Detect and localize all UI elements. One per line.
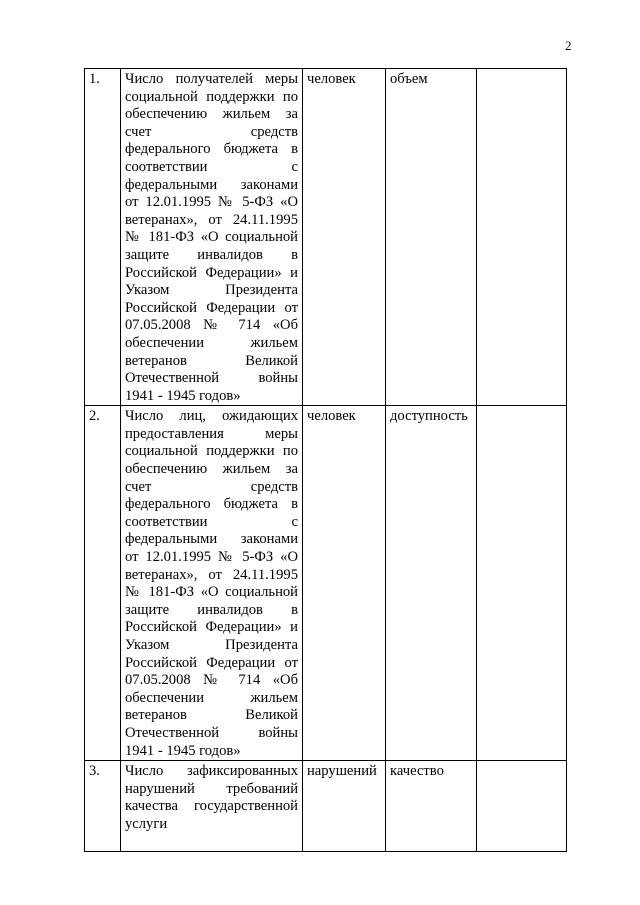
description-line: Число лиц, ожидающих: [125, 408, 298, 425]
description-line: счет средств: [125, 478, 298, 495]
description-line: № 181-ФЗ «О социальной: [125, 584, 298, 601]
unit-cell: нарушений: [303, 761, 386, 852]
description-line: Российской Федерации от: [125, 654, 298, 671]
description-line: социальной поддержки по: [125, 88, 298, 105]
description-line: Российской Федерации от: [125, 299, 298, 316]
description-line: 07.05.2008 № 714 «Об: [125, 317, 298, 334]
description-line: обеспечении жильем: [125, 334, 298, 351]
empty-cell: [477, 761, 567, 852]
description-line: 07.05.2008 № 714 «Об: [125, 672, 298, 689]
empty-cell: [477, 69, 567, 406]
description-line: обеспечении жильем: [125, 689, 298, 706]
table-row: [85, 69, 567, 406]
table-row: [85, 761, 567, 852]
description-line: федеральными законами: [125, 176, 298, 193]
indicators-table: [84, 68, 567, 852]
description-line: Российской Федерации» и: [125, 264, 298, 281]
description-line: социальной поддержки по: [125, 443, 298, 460]
description-line: федерального бюджета в: [125, 141, 298, 158]
indicator-type-cell: объем: [386, 69, 477, 406]
description-line: соответствии с: [125, 158, 298, 175]
description-line: нарушений требований: [125, 780, 298, 797]
description-line: обеспечению жильем за: [125, 106, 298, 123]
description-line: защите инвалидов в: [125, 246, 298, 263]
description-line: качества государственной: [125, 798, 298, 815]
description-line: Число зафиксированных: [125, 763, 298, 780]
description-line: счет средств: [125, 123, 298, 140]
description-line: Отечественной войны: [125, 724, 298, 741]
indicator-description: [121, 761, 303, 852]
description-line: предоставления меры: [125, 425, 298, 442]
description-line: ветеранов Великой: [125, 352, 298, 369]
description-line: Указом Президента: [125, 637, 298, 653]
table-row: [85, 406, 567, 761]
description-line: ветеранах», от 24.11.1995: [125, 211, 298, 228]
indicator-type-cell: доступность: [386, 406, 477, 761]
description-line: 1941 - 1945 годов»: [125, 387, 241, 404]
indicator-type-cell: качество: [386, 761, 477, 852]
description-line: Указом Президента: [125, 282, 298, 299]
row-number: 1.: [85, 69, 121, 406]
description-line: от 12.01.1995 № 5-ФЗ «О: [125, 549, 298, 566]
unit-cell: человек: [303, 69, 386, 406]
row-number: 2.: [85, 406, 121, 761]
description-line: 1941 - 1945 годов»: [125, 742, 241, 759]
description-line: от 12.01.1995 № 5-ФЗ «О: [125, 194, 298, 211]
description-line: Число получателей меры: [125, 71, 298, 87]
description-line: обеспечению жильем за: [125, 461, 298, 478]
row-number: 3.: [85, 761, 121, 852]
description-line: услуги: [125, 815, 168, 832]
page-number: 2: [565, 38, 572, 53]
description-line: федерального бюджета в: [125, 496, 298, 513]
description-line: федеральными законами: [125, 531, 298, 548]
description-line: соответствии с: [125, 513, 298, 530]
description-line: № 181-ФЗ «О социальной: [125, 229, 298, 246]
indicator-description: [121, 406, 303, 761]
empty-cell: [477, 406, 567, 761]
description-line: Российской Федерации» и: [125, 619, 298, 636]
description-line: ветеранов Великой: [125, 707, 298, 724]
description-line: защите инвалидов в: [125, 601, 298, 618]
unit-cell: человек: [303, 406, 386, 761]
description-line: Отечественной войны: [125, 370, 298, 387]
description-line: ветеранах», от 24.11.1995: [125, 566, 298, 583]
indicator-description: [121, 69, 303, 406]
